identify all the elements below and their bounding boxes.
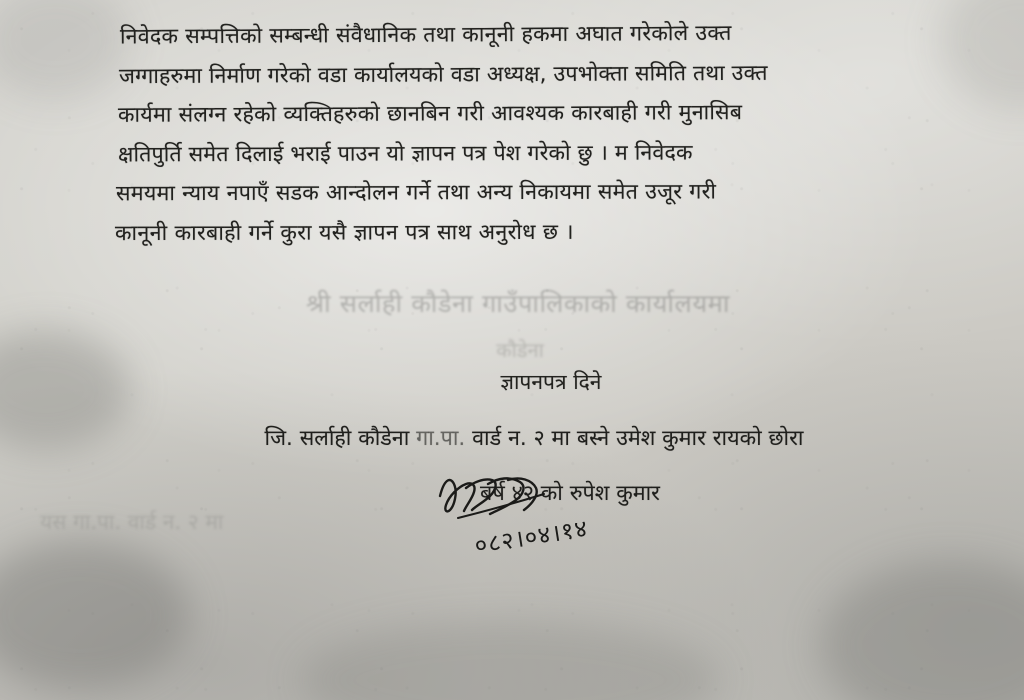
handwritten-signature	[432, 466, 572, 536]
signatory-name-line: बर्ष ४२ को रुपेश कुमार	[480, 481, 660, 506]
closing-block	[0, 368, 1024, 507]
paper-shadow-blotch	[940, 0, 1024, 110]
bleed-through-text-line-2: कौडेना	[496, 338, 544, 362]
paper-shadow-blotch	[820, 560, 1024, 700]
signatory-address-part-1: जि. सर्लाही कौडेना	[264, 426, 417, 451]
signatory-address-part-2: वार्ड न. २ मा बस्ने उमेश कुमार रायको छोरा	[465, 426, 804, 451]
body-line: क्षतिपुर्ति समेत दिलाई भराई पाउन यो ज्ञापन पत्र पेश गरेको छु । म निवेदक	[117, 139, 693, 167]
body-line: जग्गाहरुमा निर्माण गरेको वडा कार्यालयको वडा अध्यक्ष, उपभोक्ता समिति तथा उक्त	[118, 60, 768, 89]
paper-shadow-blotch	[0, 0, 130, 100]
letter-body	[114, 20, 958, 246]
bleed-through-text-line-1: श्री सर्लाही कौडेना गाउँपालिकाको कार्यालयमा	[305, 289, 730, 318]
closing-title: ज्ञापनपत्र दिने	[500, 370, 602, 394]
signatory-address-line	[44, 423, 1024, 452]
body-line: कानूनी कारबाही गर्ने कुरा यसै ज्ञापन पत्र साथ अनुरोध छ ।	[114, 219, 574, 246]
bleed-through-text-line-3: यस गा.पा. वार्ड न. २ मा	[40, 510, 224, 534]
body-line: समयमा न्याय नपाएँ सडक आन्दोलन गर्ने तथा अन्य निकायमा समेत उजूर गरी	[115, 179, 717, 207]
signatory-address-faded-part: गा.पा.	[416, 426, 466, 451]
handwritten-date: ०८२।०४।१४	[472, 514, 591, 560]
paper-shadow-blotch	[0, 540, 190, 690]
paper-shadow-blotch	[0, 330, 130, 450]
body-line: निवेदक सम्पत्तिको सम्बन्धी संवैधानिक तथा कानूनी हकमा अघात गरेकोले उक्त	[119, 20, 732, 50]
paper-shadow-blotch	[300, 620, 720, 700]
body-line: कार्यमा संलग्न रहेको व्यक्तिहरुको छानबिन गरी आवश्यक कारबाही गरी मुनासिब	[117, 100, 743, 128]
